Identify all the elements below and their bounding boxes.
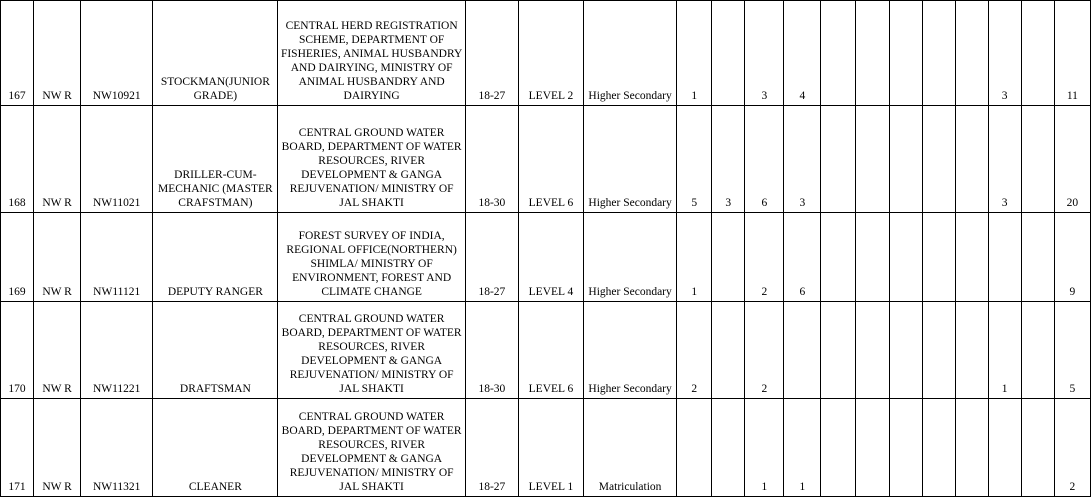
cell-vacancy-sc: 3 — [784, 106, 821, 213]
cell-vacancy-c10 — [889, 106, 922, 213]
cell-age-limit: 18-27 — [465, 399, 518, 497]
cell-vacancy-c14 — [1021, 106, 1054, 213]
cell-region: NW R — [34, 1, 81, 106]
cell-department: CENTRAL GROUND WATER BOARD, DEPARTMENT OF WATER RESOURCES, RIVER DEVELOPMENT & GANGA REJUVENATION/ MINISTRY OF JAL SHAKTI — [278, 302, 465, 399]
cell-department: CENTRAL HERD REGISTRATION SCHEME, DEPARTMENT OF FISHERIES, ANIMAL HUSBANDRY AND DAIRYING, MINISTRY OF ANIMAL HUSBANDRY AND DAIRYING — [278, 1, 465, 106]
cell-qualification: Higher Secondary — [584, 1, 677, 106]
cell-vacancy-total: 11 — [1054, 1, 1090, 106]
cell-vacancy-st — [821, 106, 856, 213]
cell-vacancy-c10 — [889, 399, 922, 497]
cell-vacancy-obc: 2 — [745, 302, 784, 399]
cell-post-name: DRILLER-CUM-MECHANIC (MASTER CRAFSTMAN) — [153, 106, 278, 213]
cell-vacancy-ur: 2 — [677, 302, 712, 399]
cell-pay-level: LEVEL 4 — [518, 213, 583, 302]
cell-vacancy-c14 — [1021, 213, 1054, 302]
cell-post-code: NW10921 — [81, 1, 153, 106]
cell-qualification: Higher Secondary — [584, 213, 677, 302]
cell-vacancy-total: 2 — [1054, 399, 1090, 497]
cell-vacancy-c11 — [922, 213, 955, 302]
cell-pay-level: LEVEL 2 — [518, 1, 583, 106]
cell-vacancy-obc: 1 — [745, 399, 784, 497]
cell-vacancy-c13 — [988, 399, 1021, 497]
cell-age-limit: 18-30 — [465, 302, 518, 399]
cell-vacancy-c13: 3 — [988, 106, 1021, 213]
cell-vacancy-ews — [712, 1, 745, 106]
cell-pay-level: LEVEL 6 — [518, 302, 583, 399]
cell-vacancy-ews — [712, 302, 745, 399]
cell-vacancy-ur: 5 — [677, 106, 712, 213]
cell-vacancy-c9 — [856, 213, 889, 302]
cell-vacancy-c13 — [988, 213, 1021, 302]
cell-region: NW R — [34, 302, 81, 399]
cell-age-limit: 18-30 — [465, 106, 518, 213]
cell-vacancy-c14 — [1021, 302, 1054, 399]
cell-post-name: STOCKMAN(JUNIOR GRADE) — [153, 1, 278, 106]
table-row — [1, 213, 1091, 302]
cell-vacancy-c12 — [955, 1, 988, 106]
cell-vacancy-c11 — [922, 106, 955, 213]
cell-vacancy-ews: 3 — [712, 106, 745, 213]
cell-region: NW R — [34, 213, 81, 302]
cell-vacancy-obc: 2 — [745, 213, 784, 302]
cell-serial-number: 171 — [1, 399, 34, 497]
cell-vacancy-st — [821, 1, 856, 106]
cell-vacancy-c10 — [889, 1, 922, 106]
cell-vacancy-c14 — [1021, 1, 1054, 106]
cell-serial-number: 167 — [1, 1, 34, 106]
cell-vacancy-c9 — [856, 1, 889, 106]
cell-region: NW R — [34, 106, 81, 213]
cell-vacancy-sc — [784, 302, 821, 399]
cell-department: CENTRAL GROUND WATER BOARD, DEPARTMENT OF WATER RESOURCES, RIVER DEVELOPMENT & GANGA REJUVENATION/ MINISTRY OF JAL SHAKTI — [278, 399, 465, 497]
cell-post-code: NW11121 — [81, 213, 153, 302]
cell-vacancy-st — [821, 213, 856, 302]
cell-post-name: CLEANER — [153, 399, 278, 497]
cell-vacancy-ur: 1 — [677, 213, 712, 302]
cell-age-limit: 18-27 — [465, 1, 518, 106]
cell-vacancy-total: 20 — [1054, 106, 1090, 213]
cell-serial-number: 170 — [1, 302, 34, 399]
cell-vacancy-c12 — [955, 399, 988, 497]
cell-vacancy-c9 — [856, 399, 889, 497]
cell-vacancy-c11 — [922, 302, 955, 399]
cell-vacancy-c10 — [889, 302, 922, 399]
cell-vacancy-c12 — [955, 106, 988, 213]
cell-region: NW R — [34, 399, 81, 497]
cell-post-name: DEPUTY RANGER — [153, 213, 278, 302]
cell-vacancy-ur — [677, 399, 712, 497]
cell-serial-number: 169 — [1, 213, 34, 302]
table-row — [1, 1, 1091, 106]
cell-post-code: NW11221 — [81, 302, 153, 399]
cell-vacancy-sc: 6 — [784, 213, 821, 302]
cell-qualification: Higher Secondary — [584, 106, 677, 213]
cell-vacancy-c9 — [856, 106, 889, 213]
cell-post-code: NW11021 — [81, 106, 153, 213]
cell-pay-level: LEVEL 1 — [518, 399, 583, 497]
cell-qualification: Matriculation — [584, 399, 677, 497]
cell-vacancy-c11 — [922, 399, 955, 497]
cell-vacancy-c12 — [955, 302, 988, 399]
cell-age-limit: 18-27 — [465, 213, 518, 302]
cell-vacancy-c13: 3 — [988, 1, 1021, 106]
table-row — [1, 399, 1091, 497]
cell-vacancy-ews — [712, 399, 745, 497]
cell-vacancy-c13: 1 — [988, 302, 1021, 399]
cell-serial-number: 168 — [1, 106, 34, 213]
cell-vacancy-c14 — [1021, 399, 1054, 497]
cell-vacancy-c9 — [856, 302, 889, 399]
cell-vacancy-st — [821, 302, 856, 399]
cell-vacancy-sc: 4 — [784, 1, 821, 106]
cell-vacancy-total: 9 — [1054, 213, 1090, 302]
cell-vacancy-total: 5 — [1054, 302, 1090, 399]
cell-department: FOREST SURVEY OF INDIA, REGIONAL OFFICE(NORTHERN) SHIMLA/ MINISTRY OF ENVIRONMENT, FOREST AND CLIMATE CHANGE — [278, 213, 465, 302]
cell-vacancy-obc: 6 — [745, 106, 784, 213]
cell-vacancy-c10 — [889, 213, 922, 302]
table-row — [1, 302, 1091, 399]
cell-pay-level: LEVEL 6 — [518, 106, 583, 213]
cell-vacancy-ews — [712, 213, 745, 302]
cell-vacancy-c11 — [922, 1, 955, 106]
table-body — [1, 1, 1091, 497]
cell-vacancy-c12 — [955, 213, 988, 302]
cell-department: CENTRAL GROUND WATER BOARD, DEPARTMENT OF WATER RESOURCES, RIVER DEVELOPMENT & GANGA REJUVENATION/ MINISTRY OF JAL SHAKTI — [278, 106, 465, 213]
cell-vacancy-sc: 1 — [784, 399, 821, 497]
cell-post-name: DRAFTSMAN — [153, 302, 278, 399]
cell-vacancy-ur: 1 — [677, 1, 712, 106]
cell-qualification: Higher Secondary — [584, 302, 677, 399]
table-row — [1, 106, 1091, 213]
cell-vacancy-obc: 3 — [745, 1, 784, 106]
cell-post-code: NW11321 — [81, 399, 153, 497]
cell-vacancy-st — [821, 399, 856, 497]
